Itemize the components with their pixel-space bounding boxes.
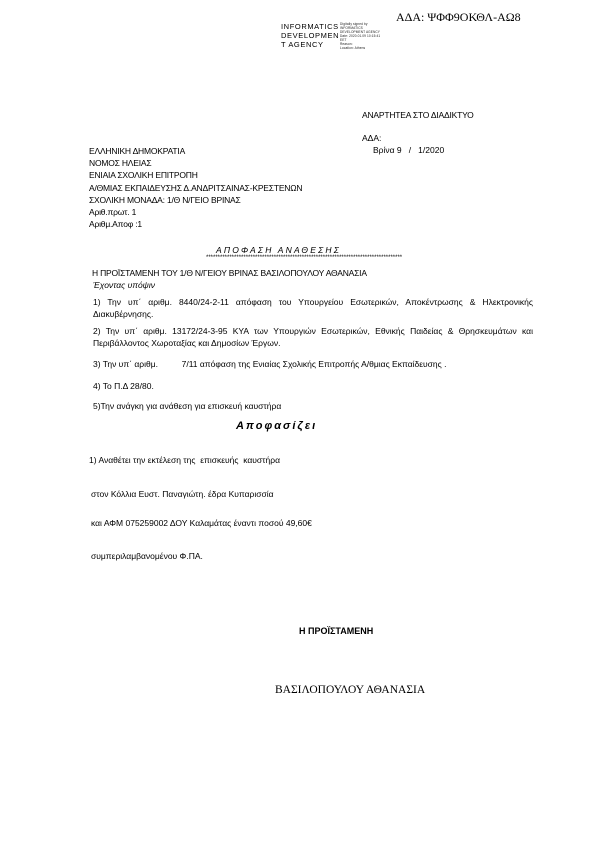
signature-stamp-fine-print	[340, 22, 380, 50]
ada-code: ΑΔΑ: ΨΦΦ9ΟΚΘΛ-ΑΩ8	[396, 10, 521, 24]
consideration-1: 1) Την υπ΄ αριθμ. 8440/24-2-11 απόφαση του Υπουργείου Εσωτερικών, Αποκέντρωσης & Ηλεκτρονικής Διακυβέρνησης.	[93, 297, 533, 319]
body-line-3: και ΑΦΜ 075259002 ΔΟΥ Καλαμάτας έναντι ποσού 49,60€	[91, 518, 312, 528]
fine-line-6: Reason:	[340, 42, 353, 46]
having-considered: Έχοντας υπόψιν	[93, 280, 155, 290]
signature-name: ΒΑΣΙΛΟΠΟΥΛΟΥ ΑΘΑΝΑΣΙΑ	[275, 684, 426, 696]
body-line-2: στον Κόλλια Ευστ. Παναγιώτη. έδρα Κυπαρισσία	[91, 489, 274, 499]
sender-committee: ΕΝΙΑΙΑ ΣΧΟΛΙΚΗ ΕΠΙΤΡΟΠΗ	[89, 170, 198, 181]
ada-label: ΑΔΑ:	[362, 133, 382, 143]
protocol-number: Αριθ.πρωτ. 1	[89, 207, 137, 218]
consideration-5: 5)Την ανάγκη για ανάθεση για επισκευή καυστήρα	[93, 401, 282, 411]
fine-line-3: DEVELOPMENT AGENCY	[340, 30, 381, 34]
head-line: Η ΠΡΟΪΣΤΑΜΕΝΗ ΤΟΥ 1/Θ Ν/ΓΕΙΟΥ ΒΡΙΝΑΣ ΒΑΣΙΛΟΠΟΥΛΟΥ ΑΘΑΝΑΣΙΑ	[92, 268, 367, 278]
sender-education: Α/ΘΜΙΑΣ ΕΚΠΑΙΔΕΥΣΗΣ Δ.ΑΝΔΡΙΤΣΑΙΝΑΣ-ΚΡΕΣΤΕΝΩΝ	[89, 182, 303, 193]
body-line-4: συμπεριλαμβανομένου Φ.ΠΑ.	[91, 551, 203, 561]
informatics-logo	[281, 22, 339, 49]
fine-line-5: EET	[340, 38, 347, 42]
fine-line-2: INFORMATICS	[340, 26, 363, 30]
fine-line-7: Location: Athens	[340, 46, 366, 50]
logo-line-2: DEVELOPMEN	[281, 31, 340, 40]
decision-title: ΑΠΟΦΑΣΗ ΑΝΑΘΕΣΗΣ	[216, 245, 342, 255]
sender-country: ΕΛΛΗΝΙΚΗ ΔΗΜΟΚΡΑΤΙΑ	[89, 146, 186, 156]
title-underline-stars: ************************************************************************************	[206, 255, 403, 261]
posting-note: ΑΝΑΡΤΗΤΕΑ ΣΤΟ ΔΙΑΔΙΚΤΥΟ	[362, 110, 474, 120]
consideration-4: 4) Το Π.Δ 28/80.	[93, 381, 154, 391]
consideration-3: 3) Την υπ΄ αριθμ. 7/11 απόφαση της Ενιαίας Σχολικής Επιτροπής Α/θμιας Εκπαίδευσης .	[93, 359, 447, 369]
sender-prefecture: ΝΟΜΟΣ ΗΛΕΙΑΣ	[89, 158, 152, 169]
fine-line-4: Date: 2020.01.09 10:15:41	[340, 34, 381, 38]
logo-line-1: INFORMATICS	[281, 22, 339, 31]
logo-line-3: T AGENCY	[281, 40, 324, 49]
sender-school: ΣΧΟΛΙΚΗ ΜΟΝΑΔΑ: 1/Θ Ν/ΓΕΙΟ ΒΡΙΝΑΣ	[89, 194, 241, 205]
date-line: Βρίνα 9 / 1/2020	[373, 145, 445, 155]
sender-block	[89, 145, 302, 230]
decides-heading: Αποφασίζει	[236, 420, 318, 432]
decision-number: Αριθμ.Αποφ :1	[89, 219, 142, 230]
consideration-2: 2) Την υπ΄ αριθμ. 13172/24-3-95 ΚΥΑ των Υπουργιών Εσωτερικών, Εθνικής Παιδείας & Θρησκευμάτων και Περιβάλλοντος Χωροταξίας και Δημοσίων Έργων.	[93, 326, 533, 348]
signature-role: Η ΠΡΟΪΣΤΑΜΕΝΗ	[299, 626, 374, 636]
fine-line-1: Digitally signed by	[340, 22, 368, 26]
body-line-1: 1) Αναθέτει την εκτέλεση της επισκευής καυστήρα	[89, 455, 281, 465]
